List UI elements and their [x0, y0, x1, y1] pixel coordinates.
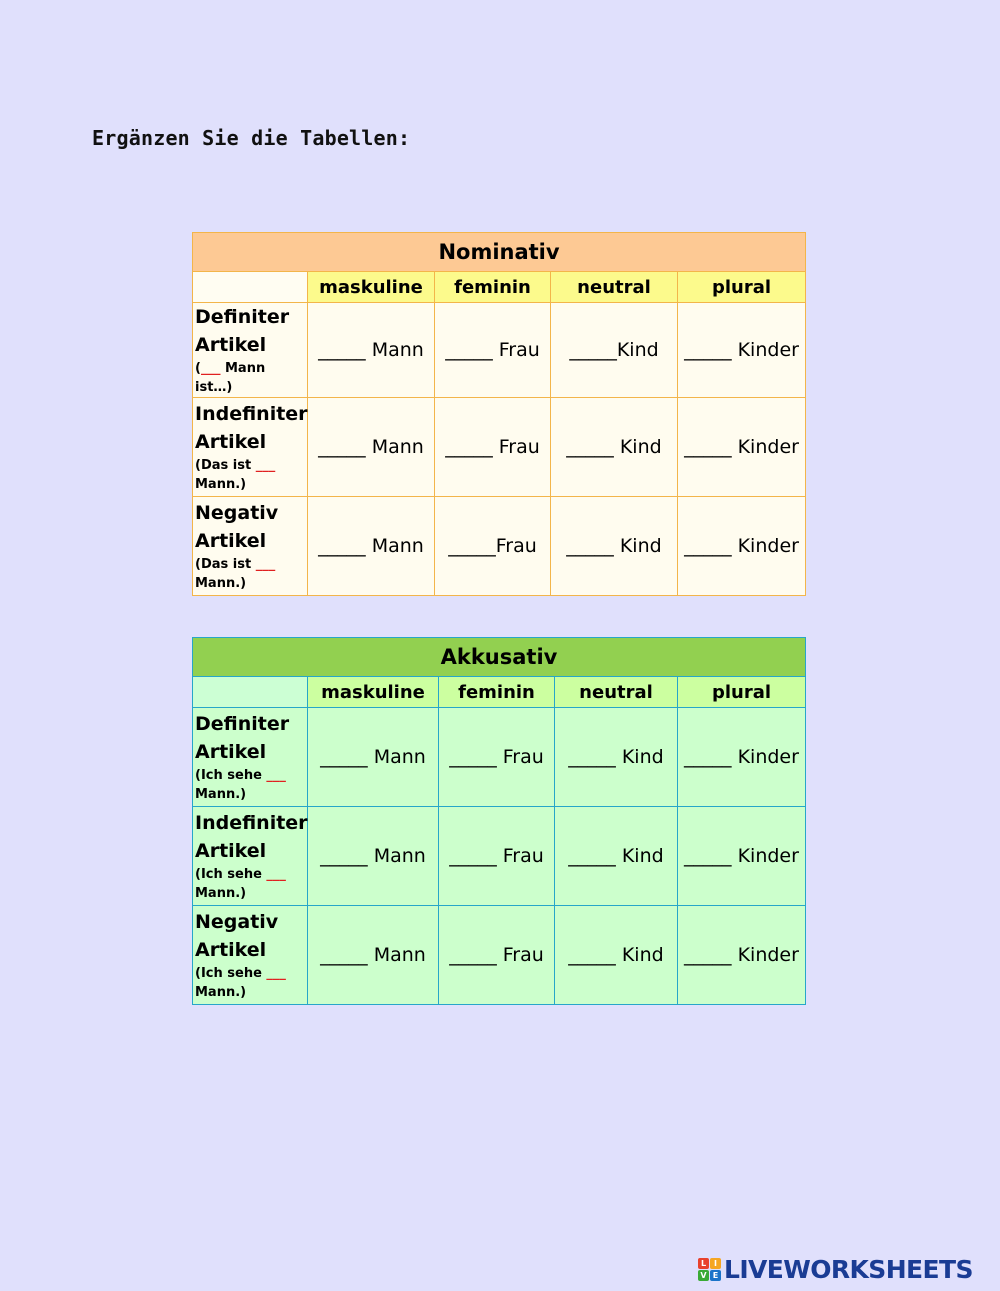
table-row — [193, 303, 806, 398]
table-row — [193, 807, 806, 906]
answer-cell[interactable]: _____ Mann — [308, 708, 439, 807]
instruction-heading: Ergänzen Sie die Tabellen: — [92, 126, 411, 150]
row-label: Definiter — [195, 713, 290, 735]
answer-cell[interactable]: _____ Frau — [435, 303, 551, 398]
answer-cell[interactable]: _____ Kind — [555, 708, 678, 807]
table-row — [193, 497, 806, 596]
table-row — [193, 708, 806, 807]
answer-cell[interactable]: _____ Frau — [435, 398, 551, 497]
answer-cell[interactable]: _____ Mann — [308, 807, 439, 906]
answer-cell[interactable]: _____ Kinder — [678, 906, 806, 1005]
row-header-definiter — [193, 708, 308, 807]
answer-cell[interactable]: _____Frau — [435, 497, 551, 596]
nominativ-table — [192, 232, 806, 596]
column-header-maskuline: maskuline — [308, 272, 435, 303]
answer-cell[interactable]: _____ Mann — [308, 497, 435, 596]
column-header-plural: plural — [678, 677, 806, 708]
row-header-indefiniter — [193, 398, 308, 497]
row-label: Negativ — [195, 911, 279, 933]
answer-cell[interactable]: _____ Kind — [555, 906, 678, 1005]
header-corner-cell — [193, 272, 308, 303]
answer-cell[interactable]: _____ Frau — [439, 708, 555, 807]
row-header-negativ — [193, 497, 308, 596]
answer-cell[interactable]: _____ Mann — [308, 906, 439, 1005]
answer-cell[interactable]: _____ Kinder — [678, 303, 806, 398]
answer-cell[interactable]: _____ Frau — [439, 906, 555, 1005]
answer-cell[interactable]: _____ Kind — [551, 398, 678, 497]
answer-cell[interactable]: _____Kind — [551, 303, 678, 398]
row-label: Indefiniter — [195, 812, 308, 834]
logo-text: LIVEWORKSHEETS — [724, 1255, 973, 1284]
row-hint: (Ich sehe ___ Mann.) — [195, 966, 286, 1000]
row-hint: (___ Mann ist…) — [195, 361, 266, 395]
row-hint: (Das ist ___ Mann.) — [195, 458, 276, 492]
answer-cell[interactable]: _____ Mann — [308, 303, 435, 398]
column-header-neutral: neutral — [551, 272, 678, 303]
liveworksheets-logo — [698, 1255, 973, 1284]
row-header-indefiniter — [193, 807, 308, 906]
row-hint: (Ich sehe ___ Mann.) — [195, 867, 286, 901]
row-label: Artikel — [195, 840, 267, 862]
row-label: Artikel — [195, 939, 267, 961]
row-label: Negativ — [195, 502, 279, 524]
row-hint: (Ich sehe ___ Mann.) — [195, 768, 286, 802]
row-label: Artikel — [195, 741, 267, 763]
answer-cell[interactable]: _____ Kind — [551, 497, 678, 596]
table-title: Nominativ — [193, 233, 806, 272]
column-header-feminin: feminin — [439, 677, 555, 708]
answer-cell[interactable]: _____ Kinder — [678, 807, 806, 906]
row-header-definiter — [193, 303, 308, 398]
akkusativ-table — [192, 637, 806, 1005]
answer-cell[interactable]: _____ Kinder — [678, 497, 806, 596]
column-header-feminin: feminin — [435, 272, 551, 303]
answer-cell[interactable]: _____ Mann — [308, 398, 435, 497]
row-label: Indefiniter — [195, 403, 308, 425]
table-row — [193, 906, 806, 1005]
row-label: Artikel — [195, 334, 267, 356]
answer-cell[interactable]: _____ Frau — [439, 807, 555, 906]
row-label: Definiter — [195, 306, 290, 328]
column-header-neutral: neutral — [555, 677, 678, 708]
row-hint: (Das ist ___ Mann.) — [195, 557, 276, 591]
answer-cell[interactable]: _____ Kind — [555, 807, 678, 906]
header-corner-cell — [193, 677, 308, 708]
answer-cell[interactable]: _____ Kinder — [678, 708, 806, 807]
table-title: Akkusativ — [193, 638, 806, 677]
row-header-negativ — [193, 906, 308, 1005]
table-row — [193, 398, 806, 497]
logo-mark-icon: L I V E — [698, 1258, 721, 1281]
row-label: Artikel — [195, 530, 267, 552]
column-header-maskuline: maskuline — [308, 677, 439, 708]
column-header-plural: plural — [678, 272, 806, 303]
row-label: Artikel — [195, 431, 267, 453]
answer-cell[interactable]: _____ Kinder — [678, 398, 806, 497]
